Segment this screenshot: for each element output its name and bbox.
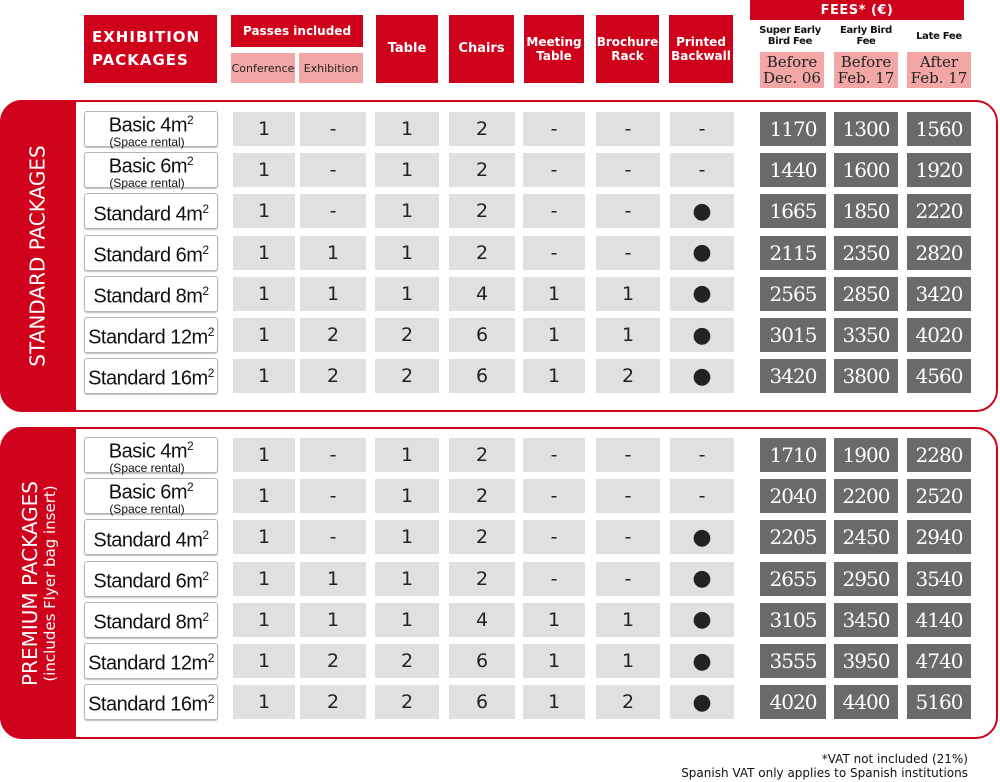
late-fee: 1560 [907, 112, 971, 146]
package-name-text: Standard 4m [93, 529, 203, 552]
table-cell: 1 [375, 562, 439, 596]
early-bird-fee: 3450 [834, 603, 898, 637]
exhibition-cell: 2 [300, 644, 366, 678]
conference-cell: 1 [233, 153, 295, 187]
package-name-box [84, 193, 218, 229]
late-fee: 5160 [907, 685, 971, 719]
package-name-text: Standard 16m [88, 694, 208, 717]
exhibition-cell: - [300, 153, 366, 187]
conference-cell: 1 [233, 562, 295, 596]
package-area-superscript: 2 [207, 651, 214, 666]
meeting-table-cell: 1 [523, 685, 585, 719]
package-area-superscript: 2 [187, 154, 194, 169]
exhibition-cell: 1 [300, 236, 366, 270]
early-bird-fee: 2200 [834, 479, 898, 513]
exhibition-cell: - [300, 194, 366, 228]
super-early-fee: 3420 [760, 359, 826, 393]
super-early-fee: 1665 [760, 194, 826, 228]
conference-cell: 1 [233, 112, 295, 146]
package-name [88, 322, 214, 348]
super-early-fee: 3105 [760, 603, 826, 637]
super-early-fee: 1710 [760, 438, 826, 472]
super-early-fee: 2115 [760, 236, 826, 270]
super-early-line-1: Super Early [759, 25, 821, 36]
package-area-superscript: 2 [202, 527, 209, 542]
early-bird-line-2: Fee [856, 36, 876, 47]
package-name-box [84, 111, 218, 147]
late-fee: 4560 [907, 359, 971, 393]
meeting-table-cell: - [523, 520, 585, 554]
title-line-1: EXHIBITION [92, 28, 201, 46]
conference-cell: 1 [233, 438, 295, 472]
exhibition-header: Exhibition [299, 53, 363, 83]
conference-cell: 1 [233, 520, 295, 554]
super-early-fee: 1170 [760, 112, 826, 146]
package-name-text: Basic 6m [108, 482, 188, 505]
conference-cell: 1 [233, 277, 295, 311]
package-area-superscript: 2 [207, 325, 214, 340]
package-name-box [84, 519, 218, 555]
package-subtitle: (Space rental) [109, 502, 185, 517]
super-early-fee: 2655 [760, 562, 826, 596]
package-name-box [84, 276, 218, 312]
chairs-cell: 2 [449, 153, 515, 187]
chairs-cell: 2 [449, 562, 515, 596]
brochure-rack-cell: - [596, 112, 660, 146]
early-bird-fee: 2850 [834, 277, 898, 311]
package-name-text: Basic 4m [108, 440, 188, 463]
printed-backwall-cell: ● [670, 277, 734, 311]
chairs-cell: 2 [449, 479, 515, 513]
meeting-table-cell: - [523, 236, 585, 270]
package-name-box [84, 437, 218, 473]
brochure-rack-cell: - [596, 236, 660, 270]
meeting-line-2: Table [536, 49, 572, 63]
chairs-cell: 2 [449, 112, 515, 146]
printed-backwall-cell: ● [670, 644, 734, 678]
brochure-line-2: Rack [611, 49, 644, 63]
meeting-table-cell: - [523, 153, 585, 187]
early-bird-fee: 1850 [834, 194, 898, 228]
printed-backwall-cell: - [670, 479, 734, 513]
package-name [88, 689, 214, 715]
exhibition-cell: - [300, 112, 366, 146]
meeting-table-cell: - [523, 438, 585, 472]
fees-header: FEES* (€) [750, 0, 964, 20]
chairs-cell: 2 [449, 236, 515, 270]
brochure-rack-cell: 1 [596, 644, 660, 678]
meeting-table-cell: 1 [523, 318, 585, 352]
brochure-rack-cell: 1 [596, 603, 660, 637]
exhibition-cell: 1 [300, 603, 366, 637]
conference-cell: 1 [233, 603, 295, 637]
package-name [88, 363, 214, 389]
date3-line-2: Feb. 17 [910, 69, 968, 87]
package-name [109, 477, 193, 503]
printed-backwall-cell: ● [670, 685, 734, 719]
premium-label-main: PREMIUM PACKAGES [17, 480, 42, 686]
table-cell: 2 [375, 644, 439, 678]
package-name [93, 566, 208, 592]
meeting-table-header [524, 15, 584, 83]
standard-packages-label: STANDARD PACKAGES [25, 145, 50, 367]
late-fee: 2940 [907, 520, 971, 554]
package-subtitle: (Space rental) [109, 134, 185, 149]
exhibition-packages-title [84, 15, 217, 83]
conference-header: Conference [231, 53, 295, 83]
exhibition-cell: - [300, 520, 366, 554]
super-early-fee: 2205 [760, 520, 826, 554]
spanish-vat-note: Spanish VAT only applies to Spanish institutions [681, 766, 968, 780]
title-line-2: PACKAGES [92, 51, 189, 69]
late-fee: 1920 [907, 153, 971, 187]
package-area-superscript: 2 [202, 568, 209, 583]
super-early-fee: 4020 [760, 685, 826, 719]
package-subtitle: (Space rental) [109, 176, 185, 191]
table-cell: 1 [375, 194, 439, 228]
chairs-cell: 6 [449, 644, 515, 678]
premium-packages-label [18, 481, 59, 686]
package-area-superscript: 2 [187, 439, 194, 454]
printed-backwall-header [669, 15, 733, 83]
early-bird-line-1: Early Bird [839, 25, 893, 36]
meeting-table-cell: - [523, 112, 585, 146]
early-bird-fee: 3800 [834, 359, 898, 393]
chairs-cell: 6 [449, 359, 515, 393]
late-fee: 3420 [907, 277, 971, 311]
printed-line-1: Printed [676, 35, 726, 49]
printed-backwall-cell: ● [670, 603, 734, 637]
early-bird-fee: 2450 [834, 520, 898, 554]
package-name-box [84, 235, 218, 271]
exhibition-cell: - [300, 438, 366, 472]
vat-note: *VAT not included (21%) [821, 752, 968, 766]
exhibition-cell: 1 [300, 277, 366, 311]
package-name [93, 240, 208, 266]
passes-included-header: Passes included [231, 15, 363, 47]
table-cell: 1 [375, 277, 439, 311]
table-cell: 1 [375, 236, 439, 270]
printed-backwall-cell: - [670, 153, 734, 187]
brochure-rack-cell: 1 [596, 318, 660, 352]
conference-cell: 1 [233, 644, 295, 678]
chairs-cell: 2 [449, 520, 515, 554]
early-bird-header [834, 22, 898, 50]
conference-cell: 1 [233, 236, 295, 270]
package-name [93, 281, 208, 307]
brochure-rack-cell: 1 [596, 277, 660, 311]
brochure-line-1: Brochure [596, 35, 659, 49]
conference-cell: 1 [233, 359, 295, 393]
chairs-cell: 6 [449, 685, 515, 719]
exhibition-cell: 2 [300, 318, 366, 352]
late-fee-date [907, 52, 971, 88]
package-area-superscript: 2 [202, 201, 209, 216]
exhibition-cell: - [300, 479, 366, 513]
table-cell: 1 [375, 520, 439, 554]
premium-label-sub: (includes Flyer bag insert) [40, 484, 59, 682]
package-name-box [84, 561, 218, 597]
super-early-fee: 3555 [760, 644, 826, 678]
package-area-superscript: 2 [187, 113, 194, 128]
package-name [93, 199, 208, 225]
exhibition-cell: 2 [300, 359, 366, 393]
late-fee: 4140 [907, 603, 971, 637]
table-cell: 1 [375, 479, 439, 513]
table-header: Table [376, 15, 438, 83]
date2-line-1: Before [840, 53, 892, 71]
early-bird-fee: 1600 [834, 153, 898, 187]
package-name-text: Standard 8m [93, 611, 203, 634]
chairs-cell: 6 [449, 318, 515, 352]
printed-backwall-cell: ● [670, 236, 734, 270]
early-bird-fee: 1900 [834, 438, 898, 472]
super-early-fee: 3015 [760, 318, 826, 352]
package-name-text: Standard 4m [93, 203, 203, 226]
package-name-box [84, 478, 218, 517]
early-bird-fee: 3950 [834, 644, 898, 678]
chairs-cell: 4 [449, 277, 515, 311]
package-name-box [84, 684, 218, 720]
late-fee: 2220 [907, 194, 971, 228]
conference-cell: 1 [233, 685, 295, 719]
super-early-line-2: Bird Fee [767, 36, 813, 47]
package-name-text: Standard 12m [88, 326, 208, 349]
package-area-superscript: 2 [202, 609, 209, 624]
package-name [88, 648, 214, 674]
brochure-rack-cell: - [596, 438, 660, 472]
package-name-text: Standard 6m [93, 570, 203, 593]
late-fee: 4740 [907, 644, 971, 678]
brochure-rack-cell: - [596, 153, 660, 187]
date1-line-2: Dec. 06 [763, 69, 821, 87]
printed-backwall-cell: - [670, 112, 734, 146]
package-area-superscript: 2 [202, 242, 209, 257]
conference-cell: 1 [233, 318, 295, 352]
exhibition-cell: 1 [300, 562, 366, 596]
table-cell: 2 [375, 359, 439, 393]
super-early-header [757, 22, 823, 50]
package-name [109, 151, 193, 177]
brochure-rack-cell: 2 [596, 685, 660, 719]
chairs-header: Chairs [449, 15, 514, 83]
package-area-superscript: 2 [207, 692, 214, 707]
chairs-cell: 2 [449, 438, 515, 472]
late-fee: 2820 [907, 236, 971, 270]
early-bird-fee: 1300 [834, 112, 898, 146]
package-name-text: Standard 6m [93, 244, 203, 267]
late-fee: 3540 [907, 562, 971, 596]
table-cell: 1 [375, 603, 439, 637]
early-bird-fee: 3350 [834, 318, 898, 352]
meeting-table-cell: 1 [523, 359, 585, 393]
package-name [93, 607, 208, 633]
package-area-superscript: 2 [187, 480, 194, 495]
late-fee: 2280 [907, 438, 971, 472]
early-bird-fee: 2350 [834, 236, 898, 270]
printed-backwall-cell: ● [670, 359, 734, 393]
chairs-cell: 2 [449, 194, 515, 228]
super-early-date [760, 52, 824, 88]
table-cell: 1 [375, 438, 439, 472]
meeting-table-cell: 1 [523, 603, 585, 637]
package-name-text: Basic 4m [108, 114, 188, 137]
brochure-rack-cell: 2 [596, 359, 660, 393]
meeting-table-cell: - [523, 562, 585, 596]
package-name-box [84, 643, 218, 679]
chairs-cell: 4 [449, 603, 515, 637]
super-early-fee: 2040 [760, 479, 826, 513]
brochure-rack-cell: - [596, 562, 660, 596]
super-early-fee: 1440 [760, 153, 826, 187]
package-name-text: Standard 12m [88, 652, 208, 675]
late-fee: 2520 [907, 479, 971, 513]
package-area-superscript: 2 [202, 283, 209, 298]
package-area-superscript: 2 [207, 366, 214, 381]
meeting-table-cell: - [523, 194, 585, 228]
brochure-rack-cell: - [596, 194, 660, 228]
package-name-box [84, 602, 218, 638]
package-name [109, 110, 193, 136]
super-early-fee: 2565 [760, 277, 826, 311]
early-bird-fee: 4400 [834, 685, 898, 719]
printed-backwall-cell: ● [670, 318, 734, 352]
brochure-rack-cell: - [596, 520, 660, 554]
package-name [109, 436, 193, 462]
package-name-text: Standard 8m [93, 285, 203, 308]
table-cell: 1 [375, 153, 439, 187]
package-subtitle: (Space rental) [109, 460, 185, 475]
meeting-line-1: Meeting [526, 35, 582, 49]
date1-line-1: Before [766, 53, 818, 71]
table-cell: 2 [375, 685, 439, 719]
printed-backwall-cell: ● [670, 520, 734, 554]
package-name-box [84, 317, 218, 353]
date2-line-2: Feb. 17 [837, 69, 895, 87]
package-name-text: Standard 16m [88, 368, 208, 391]
package-name [93, 525, 208, 551]
package-name-text: Basic 6m [108, 156, 188, 179]
table-cell: 2 [375, 318, 439, 352]
meeting-table-cell: 1 [523, 277, 585, 311]
package-name-box [84, 152, 218, 191]
late-fee-header: Late Fee [916, 30, 962, 42]
early-bird-fee: 2950 [834, 562, 898, 596]
printed-backwall-cell: - [670, 438, 734, 472]
brochure-rack-cell: - [596, 479, 660, 513]
late-fee: 4020 [907, 318, 971, 352]
date3-line-1: After [919, 53, 959, 71]
printed-backwall-cell: ● [670, 562, 734, 596]
conference-cell: 1 [233, 194, 295, 228]
exhibition-cell: 2 [300, 685, 366, 719]
conference-cell: 1 [233, 479, 295, 513]
table-cell: 1 [375, 112, 439, 146]
package-name-box [84, 358, 218, 394]
printed-line-2: Backwall [671, 49, 731, 63]
printed-backwall-cell: ● [670, 194, 734, 228]
brochure-rack-header [596, 15, 659, 83]
meeting-table-cell: - [523, 479, 585, 513]
early-bird-date [834, 52, 898, 88]
meeting-table-cell: 1 [523, 644, 585, 678]
